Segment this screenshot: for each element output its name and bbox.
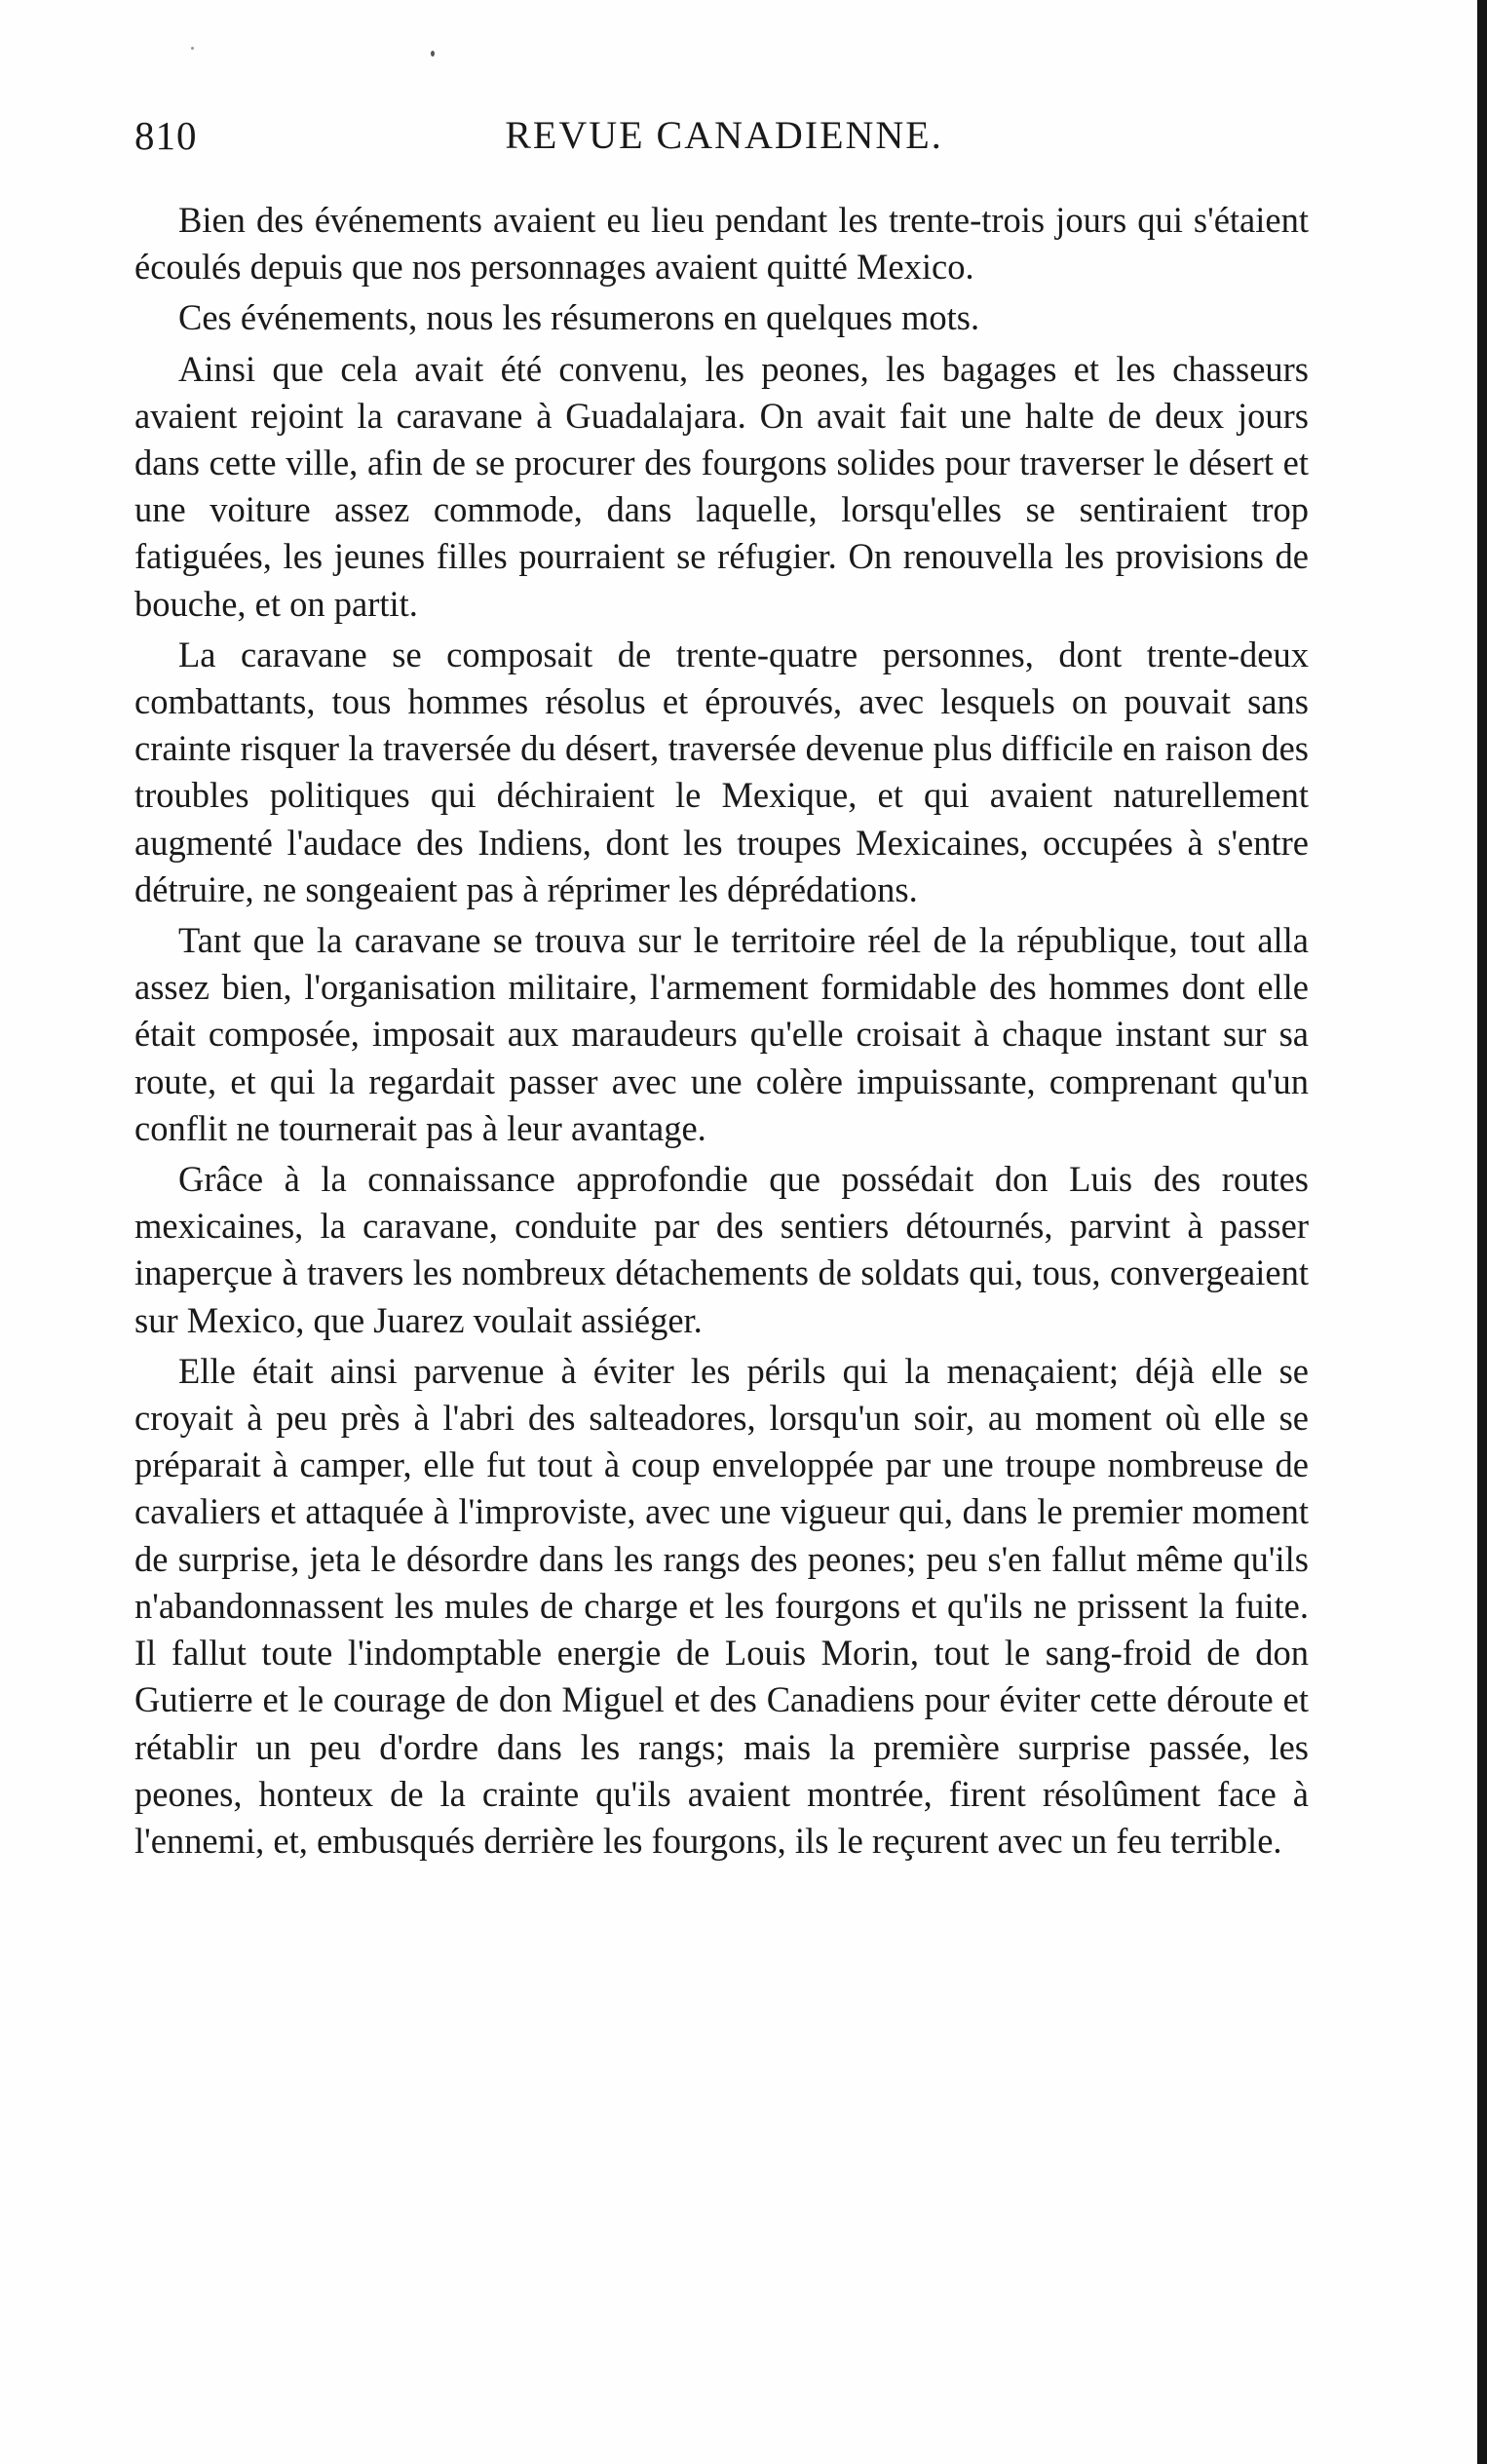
page-edge-shadow — [1477, 0, 1487, 2464]
journal-title: REVUE CANADIENNE. — [505, 113, 943, 157]
article-body — [134, 197, 1309, 1868]
paragraph: Ces événements, nous les résumerons en quelques mots. — [178, 297, 980, 338]
paragraph: La caravane se composait de trente-quatre personnes, dont trente-deux combattants, tous hommes résolus et éprouvés, avec lesquels on pouvait sans crainte risquer la traversée du désert, traversée devenue plus difficile en raison des troubles politiques qui déchiraient le Mexique, et qui avaient naturellement augmenté l'audace des Indiens, dont les troupes Mexicaines, occupées à s'entre détruire, ne songeaient pas à réprimer les déprédations. — [134, 634, 1309, 909]
paragraph: Grâce à la connaissance approfondie que possédait don Luis des routes mexicaines, la caravane, conduite par des sentiers détournés, parvint à passer inaperçue à travers les nombreux détachements de soldats qui, tous, convergeaient sur Mexico, que Juarez voulait assiéger. — [134, 1159, 1309, 1340]
paragraph: Ainsi que cela avait été convenu, les peones, les bagages et les chasseurs avaient rejoint la caravane à Guadalajara. On avait fait une halte de deux jours dans cette ville, afin de se procurer des fourgons solides pour traverser le désert et une voiture assez commode, dans laquelle, lorsqu'elles se sentiraient trop fatiguées, les jeunes filles pourraient se réfugier. On renouvella les provisions de bouche, et on partit. — [134, 348, 1309, 624]
page-number: 810 — [134, 113, 198, 158]
running-head — [134, 112, 1314, 171]
paragraph: Tant que la caravane se trouva sur le territoire réel de la république, tout alla assez bien, l'organisation militaire, l'armement formidable des hommes dont elle était composée, imposait aux maraudeurs qu'elle croisait à chaque instant sur sa route, et qui la regardait passer avec une colère impuissante, comprenant qu'un conflit ne tournerait pas à leur avantage. — [134, 920, 1309, 1148]
ink-speck — [431, 51, 435, 57]
paragraph: Bien des événements avaient eu lieu pendant les trente-trois jours qui s'étaient écoulés depuis que nos personnages avaient quitté Mexico. — [134, 200, 1309, 288]
paragraph: Elle était ainsi parvenue à éviter les périls qui la menaçaient; déjà elle se croyait à peu près à l'abri des salteadores, lorsqu'un soir, au moment où elle se préparait à camper, elle fut tout à coup enveloppée par une troupe nombreuse de cavaliers et attaquée à l'improviste, avec une vigueur qui, dans le premier moment de surprise, jeta le désordre dans les rangs des peones; peu s'en fallut même qu'ils n'abandonnassent les mules de charge et les fourgons et qu'ils ne prissent la fuite. Il fallut toute l'indomptable energie de Louis Morin, tout le sang-froid de don Gutierre et le courage de don Miguel et des Canadiens pour éviter cette déroute et rétablir un peu d'ordre dans les rangs; mais la première surprise passée, les peones, honteux de la crainte qu'ils avaient montrée, firent résolûment face à l'ennemi, et, embusqués derrière les fourgons, ils le reçurent avec un feu terrible. — [134, 1350, 1309, 1861]
ink-speck — [191, 47, 194, 50]
